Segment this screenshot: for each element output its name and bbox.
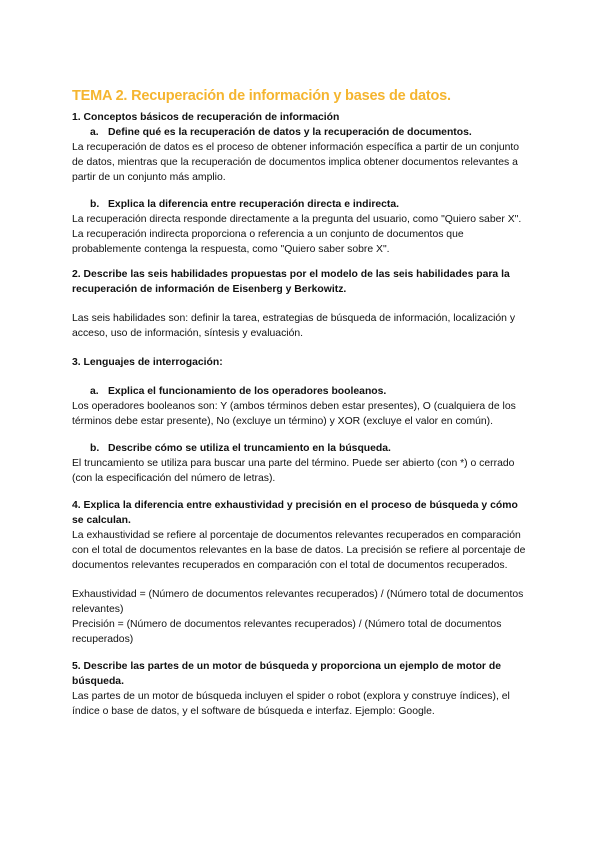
section-1-heading: 1. Conceptos básicos de recuperación de información	[72, 112, 340, 123]
section-1b-label: b.	[90, 199, 100, 210]
section-4-formula-precision: Precisión = (Número de documentos relevantes recuperados) / (Número total de documentos recuperados)	[72, 619, 502, 645]
document-content	[72, 88, 532, 719]
section-2-answer: Las seis habilidades son: definir la tarea, estrategias de búsqueda de información, localización y acceso, uso de información, síntesis y evaluación.	[72, 313, 516, 339]
section-3b-question-text: Describe cómo se utiliza el truncamiento en la búsqueda.	[108, 443, 391, 454]
section-1a-answer: La recuperación de datos es el proceso de obtener información específica a partir de un conjunto de datos, mientras que la recuperación de documentos implica obtener documentos relevantes a partir de un conjunto más amplio.	[72, 142, 520, 183]
section-3b-label: b.	[90, 443, 100, 454]
section-3a-question	[90, 384, 532, 399]
section-4-heading: 4. Explica la diferencia entre exhaustividad y precisión en el proceso de búsqueda y cómo se calculan.	[72, 500, 518, 526]
section-3a-question-text: Explica el funcionamiento de los operadores booleanos.	[108, 386, 387, 397]
document-title: TEMA 2. Recuperación de información y bases de datos.	[72, 88, 451, 104]
section-1a-question-text: Define qué es la recuperación de datos y la recuperación de documentos.	[108, 127, 472, 138]
section-3a-answer: Los operadores booleanos son: Y (ambos términos deben estar presentes), O (cualquiera de los términos debe estar presente), No (excluye un término) y XOR (excluye el valor en común).	[72, 401, 516, 427]
section-4-answer: La exhaustividad se refiere al porcentaje de documentos relevantes recuperados en comparación con el total de documentos relevantes en la base de datos. La precisión se refiere al porcentaje de documentos relevantes recuperados en comparación con el total de documentos recuperados.	[72, 530, 526, 571]
section-5-heading: 5. Describe las partes de un motor de búsqueda y proporciona un ejemplo de motor de búsqueda.	[72, 661, 501, 687]
section-1a-question	[90, 125, 532, 140]
section-3b-question	[90, 441, 532, 456]
section-2-heading: 2. Describe las seis habilidades propuestas por el modelo de las seis habilidades para la recuperación de información de Eisenberg y Berkowitz.	[72, 269, 510, 295]
section-4-formula-exhaustividad: Exhaustividad = (Número de documentos relevantes recuperados) / (Número total de documentos relevantes)	[72, 589, 524, 615]
section-3b-answer: El truncamiento se utiliza para buscar una parte del término. Puede ser abierto (con *) o cerrado (con la especificación del número de letras).	[72, 458, 515, 484]
section-1b-question	[90, 197, 532, 212]
section-1b-answer: La recuperación directa responde directamente a la pregunta del usuario, como "Quiero saber X". La recuperación indirecta proporciona o referencia a un conjunto de documentos que probablemente contenga la respuesta, como "Quiero saber sobre X".	[72, 214, 522, 255]
section-5-answer: Las partes de un motor de búsqueda incluyen el spider o robot (explora y construye índices), el índice o base de datos, y el software de búsqueda e interfaz. Ejemplo: Google.	[72, 691, 510, 717]
section-1a-label: a.	[90, 127, 99, 138]
section-1b-question-text: Explica la diferencia entre recuperación directa e indirecta.	[108, 199, 400, 210]
section-3-heading: 3. Lenguajes de interrogación:	[72, 357, 223, 368]
section-3a-label: a.	[90, 386, 99, 397]
